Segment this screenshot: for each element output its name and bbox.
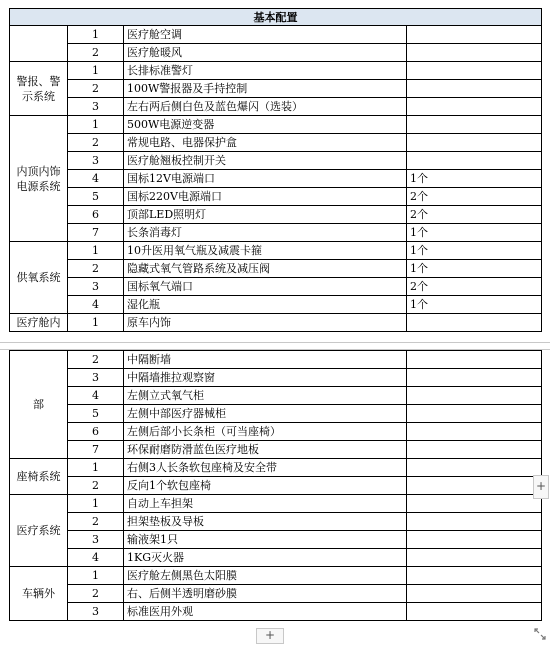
category-cell[interactable]: 医疗舱内 <box>10 314 68 332</box>
item-number-cell[interactable]: 3 <box>68 278 124 296</box>
item-quantity-cell[interactable] <box>407 477 542 495</box>
item-quantity-cell[interactable] <box>407 369 542 387</box>
table-title: 基本配置 <box>10 9 542 26</box>
item-name-cell[interactable]: 标准医用外观 <box>124 603 407 621</box>
item-name-cell[interactable]: 医疗舱翘板控制开关 <box>124 152 407 170</box>
title-row <box>10 9 542 26</box>
table-row <box>10 314 542 332</box>
item-number-cell[interactable]: 1 <box>68 62 124 80</box>
item-quantity-cell[interactable] <box>407 531 542 549</box>
item-quantity-cell[interactable] <box>407 405 542 423</box>
item-quantity-cell[interactable] <box>407 134 542 152</box>
item-number-cell[interactable]: 7 <box>68 224 124 242</box>
item-name-cell[interactable]: 担架垫板及导板 <box>124 513 407 531</box>
item-name-cell[interactable]: 中隔断墙 <box>124 351 407 369</box>
item-number-cell[interactable]: 3 <box>68 98 124 116</box>
item-number-cell[interactable]: 6 <box>68 206 124 224</box>
item-number-cell[interactable]: 3 <box>68 152 124 170</box>
category-cell[interactable]: 车辆外 <box>10 567 68 621</box>
item-number-cell[interactable]: 1 <box>68 116 124 134</box>
item-name-cell[interactable]: 中隔墙推拉观察窗 <box>124 369 407 387</box>
item-number-cell[interactable]: 4 <box>68 549 124 567</box>
item-number-cell[interactable]: 3 <box>68 531 124 549</box>
config-table-page-2 <box>9 350 542 621</box>
item-name-cell[interactable]: 环保耐磨防滑蓝色医疗地板 <box>124 441 407 459</box>
table-row <box>10 44 542 62</box>
item-name-cell[interactable]: 顶部LED照明灯 <box>124 206 407 224</box>
item-quantity-cell[interactable]: 1个 <box>407 224 542 242</box>
table-row <box>10 116 542 134</box>
item-quantity-cell[interactable] <box>407 26 542 44</box>
item-number-cell[interactable]: 3 <box>68 369 124 387</box>
item-number-cell[interactable]: 1 <box>68 242 124 260</box>
item-quantity-cell[interactable]: 2个 <box>407 206 542 224</box>
item-name-cell[interactable]: 国标220V电源端口 <box>124 188 407 206</box>
table-row <box>10 459 542 477</box>
item-quantity-cell[interactable]: 1个 <box>407 170 542 188</box>
item-quantity-cell[interactable] <box>407 495 542 513</box>
item-name-cell[interactable]: 100W警报器及手持控制 <box>124 80 407 98</box>
table-row <box>10 369 542 387</box>
table-row <box>10 549 542 567</box>
page-break <box>0 342 550 350</box>
table-row <box>10 585 542 603</box>
add-row-button[interactable]: + <box>256 628 284 644</box>
resize-handle-icon[interactable] <box>533 627 547 641</box>
item-quantity-cell[interactable] <box>407 314 542 332</box>
item-quantity-cell[interactable] <box>407 387 542 405</box>
item-number-cell[interactable]: 4 <box>68 296 124 314</box>
item-name-cell[interactable]: 500W电源逆变器 <box>124 116 407 134</box>
item-quantity-cell[interactable] <box>407 423 542 441</box>
item-number-cell[interactable]: 1 <box>68 567 124 585</box>
item-number-cell[interactable]: 2 <box>68 44 124 62</box>
config-sheet-page-1 <box>9 8 541 332</box>
item-name-cell[interactable]: 隐藏式氧气管路系统及减压阀 <box>124 260 407 278</box>
item-number-cell[interactable]: 2 <box>68 351 124 369</box>
item-name-cell[interactable]: 右侧3人长条软包座椅及安全带 <box>124 459 407 477</box>
item-quantity-cell[interactable]: 1个 <box>407 260 542 278</box>
item-name-cell[interactable]: 右、后侧半透明磨砂膜 <box>124 585 407 603</box>
category-cell[interactable]: 部 <box>10 351 68 459</box>
item-number-cell[interactable]: 1 <box>68 459 124 477</box>
item-number-cell[interactable]: 1 <box>68 314 124 332</box>
category-cell[interactable]: 警报、警示系统 <box>10 62 68 116</box>
item-quantity-cell[interactable] <box>407 116 542 134</box>
item-name-cell[interactable]: 输液架1只 <box>124 531 407 549</box>
item-number-cell[interactable]: 2 <box>68 513 124 531</box>
item-number-cell[interactable]: 2 <box>68 134 124 152</box>
item-name-cell[interactable]: 湿化瓶 <box>124 296 407 314</box>
item-quantity-cell[interactable]: 2个 <box>407 278 542 296</box>
item-quantity-cell[interactable] <box>407 549 542 567</box>
item-number-cell[interactable]: 4 <box>68 387 124 405</box>
table-row <box>10 62 542 80</box>
table-row <box>10 531 542 549</box>
table-row <box>10 188 542 206</box>
item-name-cell[interactable]: 原车内饰 <box>124 314 407 332</box>
table-row <box>10 296 542 314</box>
item-name-cell[interactable]: 国标12V电源端口 <box>124 170 407 188</box>
item-quantity-cell[interactable] <box>407 567 542 585</box>
item-number-cell[interactable]: 2 <box>68 80 124 98</box>
category-cell[interactable] <box>10 26 68 62</box>
table-row <box>10 26 542 44</box>
item-number-cell[interactable]: 4 <box>68 170 124 188</box>
item-quantity-cell[interactable] <box>407 513 542 531</box>
item-name-cell[interactable]: 自动上车担架 <box>124 495 407 513</box>
item-name-cell[interactable]: 1KG灭火器 <box>124 549 407 567</box>
table-row <box>10 80 542 98</box>
table-row <box>10 441 542 459</box>
item-quantity-cell[interactable]: 2个 <box>407 188 542 206</box>
table-row <box>10 513 542 531</box>
item-number-cell[interactable]: 7 <box>68 441 124 459</box>
item-name-cell[interactable]: 10升医用氧气瓶及减震卡箍 <box>124 242 407 260</box>
item-name-cell[interactable]: 反向1个软包座椅 <box>124 477 407 495</box>
item-number-cell[interactable]: 1 <box>68 495 124 513</box>
table-row <box>10 260 542 278</box>
table-row <box>10 603 542 621</box>
table-row <box>10 567 542 585</box>
table-row <box>10 278 542 296</box>
config-table-page-1 <box>9 8 542 332</box>
item-quantity-cell[interactable] <box>407 351 542 369</box>
item-name-cell[interactable]: 长条消毒灯 <box>124 224 407 242</box>
item-name-cell[interactable]: 左侧中部医疗器械柜 <box>124 405 407 423</box>
category-cell[interactable]: 供氧系统 <box>10 242 68 314</box>
item-name-cell[interactable]: 左侧立式氧气柜 <box>124 387 407 405</box>
table-row <box>10 134 542 152</box>
table-row <box>10 351 542 369</box>
item-number-cell[interactable]: 2 <box>68 477 124 495</box>
item-name-cell[interactable]: 常规电路、电器保护盒 <box>124 134 407 152</box>
table-row <box>10 152 542 170</box>
item-number-cell[interactable]: 2 <box>68 585 124 603</box>
item-quantity-cell[interactable]: 1个 <box>407 296 542 314</box>
category-cell[interactable]: 座椅系统 <box>10 459 68 495</box>
table-row <box>10 405 542 423</box>
item-number-cell[interactable]: 2 <box>68 260 124 278</box>
table-row <box>10 477 542 495</box>
item-name-cell[interactable]: 左右两后侧白色及蓝色爆闪（选装） <box>124 98 407 116</box>
table-row <box>10 206 542 224</box>
item-number-cell[interactable]: 5 <box>68 188 124 206</box>
item-quantity-cell[interactable] <box>407 44 542 62</box>
table-row <box>10 98 542 116</box>
add-column-button[interactable]: + <box>533 475 549 499</box>
item-quantity-cell[interactable] <box>407 585 542 603</box>
table-row <box>10 224 542 242</box>
table-row <box>10 242 542 260</box>
item-name-cell[interactable]: 长排标准警灯 <box>124 62 407 80</box>
item-quantity-cell[interactable] <box>407 98 542 116</box>
item-number-cell[interactable]: 5 <box>68 405 124 423</box>
item-quantity-cell[interactable] <box>407 441 542 459</box>
item-number-cell[interactable]: 6 <box>68 423 124 441</box>
item-name-cell[interactable]: 左侧后部小长条柜（可当座椅） <box>124 423 407 441</box>
item-quantity-cell[interactable]: 1个 <box>407 242 542 260</box>
item-name-cell[interactable]: 国标氧气端口 <box>124 278 407 296</box>
item-number-cell[interactable]: 1 <box>68 26 124 44</box>
category-cell[interactable]: 医疗系统 <box>10 495 68 567</box>
item-name-cell[interactable]: 医疗舱左侧黑色太阳膜 <box>124 567 407 585</box>
table-row <box>10 170 542 188</box>
item-number-cell[interactable]: 3 <box>68 603 124 621</box>
item-name-cell[interactable]: 医疗舱暖风 <box>124 44 407 62</box>
item-quantity-cell[interactable] <box>407 152 542 170</box>
item-name-cell[interactable]: 医疗舱空调 <box>124 26 407 44</box>
item-quantity-cell[interactable] <box>407 62 542 80</box>
item-quantity-cell[interactable] <box>407 459 542 477</box>
table-row <box>10 423 542 441</box>
item-quantity-cell[interactable] <box>407 80 542 98</box>
item-quantity-cell[interactable] <box>407 603 542 621</box>
category-cell[interactable]: 内顶内饰电源系统 <box>10 116 68 242</box>
table-row <box>10 495 542 513</box>
config-sheet-page-2 <box>9 350 541 621</box>
table-row <box>10 387 542 405</box>
